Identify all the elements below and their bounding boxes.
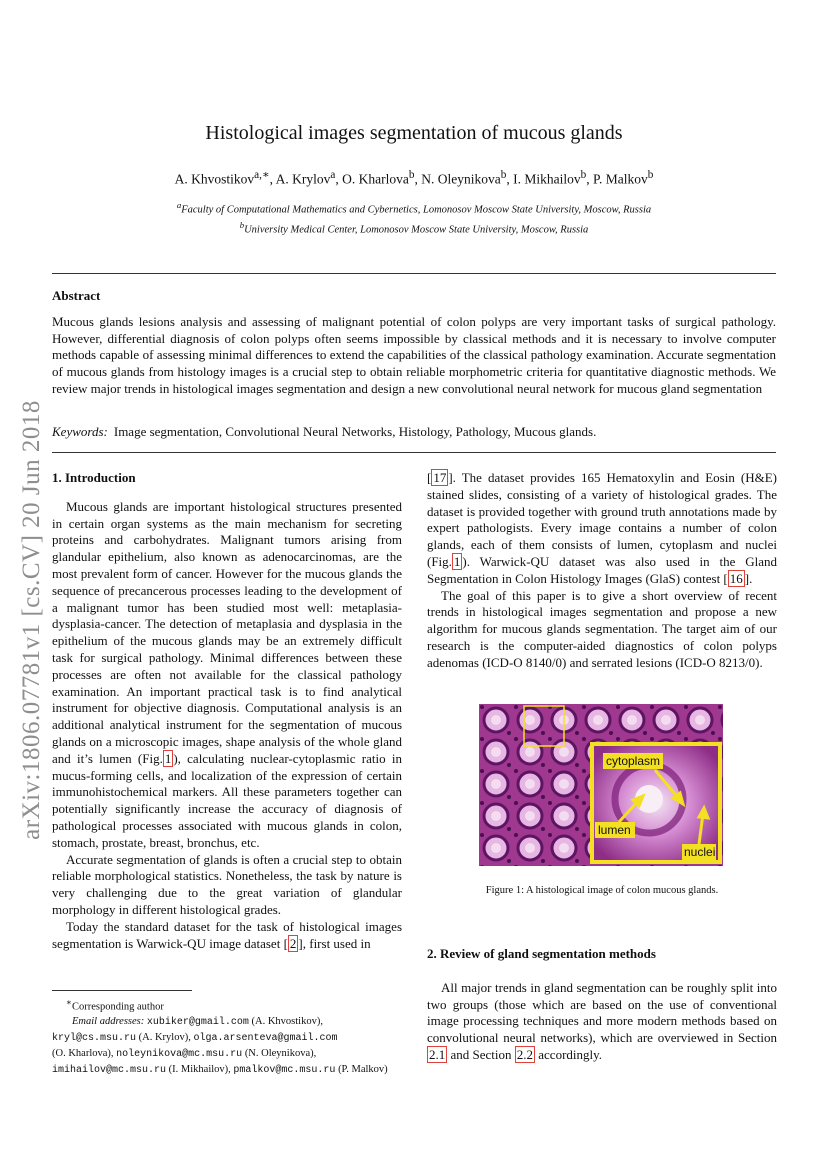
footnote-line [52,1047,402,1063]
paragraph-text: All major trends in gland segmentation can be roughly split into two groups (those which are based on the use of conventional image processing techniques and more modern methods based on convolutional neural networks), which are overviewed in Section [427,979,777,1046]
arxiv-stamp [14,370,50,870]
email-owner: (I. Mikhailov), [168,1063,231,1075]
label-cytoplasm: cytoplasm [606,754,661,768]
figure-caption: Figure 1: A histological image of colon mucous glands. [485,885,719,896]
abstract-text: Mucous glands lesions analysis and assessing of malignant potential of colon polyps are very important tasks of surgical pathology. However, differential diagnosis of colon polyps often seems impossible by classical methods and it is necessary to involve computer methods capable of assessing minimal differences to extend the capabilities of the classical pathology examination. Accurate segmentation of mucous glands from histology images is a crucial step to obtain reliable morphometric criteria for quantitative diagnostic methods. We review major trends in histological images segmentation and design a new convolutional neural network for mucous gland segmentation [52,314,776,396]
footnote-emails [52,1015,402,1031]
author-name: O. Kharlova [342,171,409,187]
keywords-label: Keywords: [52,424,108,439]
footnote-line [52,1063,402,1079]
author-sup: b [647,169,654,181]
affiliation-a [52,198,776,218]
keywords [52,424,776,440]
citation-link[interactable]: 17 [433,470,447,485]
section-heading: 2. Review of gland segmentation methods [427,946,656,961]
paragraph-text: accordingly. [535,1046,603,1062]
affiliation-text: Faculty of Computational Mathematics and Cybernetics, Lomonosov Moscow State University, Moscow, Russia [181,204,652,216]
arxiv-stamp-text: arXiv:1806.07781v1 [cs.CV] 20 Jun 2018 [18,400,45,840]
right-column [427,470,777,672]
section-link[interactable]: 2.2 [516,1046,534,1062]
email-link[interactable]: olga.arsenteva@gmail.com [193,1033,338,1045]
divider-top [52,273,776,274]
email-owner: (N. Oleynikova), [244,1047,317,1059]
paragraph: The goal of this paper is to give a short overview of recent trends in histological images segmentation and propose a new algorithm for mucous glands segmentation. The target aim of our research is the computer-aided diagnostics of colon polyps adenomas (ICD-O 8140/0) and serrated lesions (ICD-O 8213/0). [427,587,777,670]
paragraph [427,980,777,1064]
paragraph-text: Today the standard dataset for the task of histological images segmentation is Warwick-QU image dataset [ [52,918,402,951]
left-column [52,470,402,952]
footnote [52,995,402,1078]
author-sup: b [408,169,415,181]
author-sup: b [580,169,587,181]
email-owner: (A. Krylov), [138,1032,191,1044]
paragraph: Accurate segmentation of glands is often a crucial step to obtain reliable morphological statistics. Nonetheless, the task by nature is very challenging due to the great variation of glandular morphology in different histological grades. [52,851,402,917]
email-link[interactable]: kryl@cs.msu.ru [52,1033,137,1045]
email-owner: (A. Khvostikov), [251,1016,323,1028]
author-sup: a,∗ [254,169,270,181]
paragraph [52,499,402,852]
section2-block [427,946,777,1064]
email-link[interactable]: imihailov@mc.msu.ru [52,1064,167,1076]
section-heading: 1. Introduction [52,470,136,485]
paragraph-text: ), calculating nuclear-cytoplasmic ratio in mucus-forming cells, and localization of the expression of certain immunohistochemical markers. All these parameters together can potentially significantly increase the accuracy of diagnosis of pathological processes associated with mucous glands in colon, stomach, prostate, breast, bronchus, etc. [52,750,402,850]
affiliation-b [52,218,776,238]
histology-image [479,704,723,866]
author-name: N. Oleynikova [421,171,501,187]
footnote-rule [52,990,192,991]
abstract-heading: Abstract [52,288,101,303]
paragraph [52,919,402,953]
author-name: P. Malkov [592,171,648,187]
divider-bottom [52,452,776,453]
email-link[interactable]: noleynikova@mc.msu.ru [116,1048,243,1060]
paragraph-text: Mucous glands are important histological structures presented in certain organ systems as the main mechanism for secreting proteins and carbohydrates. Malignant tumors arising from glandular epithelium, also known as adenocarcinomas, are the most prevalent form of cancer. However for the mucous glands the sequence of precancerous processes leading to the development of a malignant tumor has been studied most well: metaplasia-dysplasia-cancer. The detection of metaplasia and dysplasia in the epithelium of the mucous glands may be an extremely difficult task for surgical pathology. Minimal differences between these processes are often not available for the classical pathology examination. An important practical task is to find analytical instrument for objective diagnosis. Computational analysis is an additional analytical instrument for the segmentation of mucous glands on a microscopic images, shape analysis of the whole gland and it’s lumen (Fig. [52,498,402,766]
footnote-line [52,1031,402,1047]
section-link[interactable]: 2.1 [429,1046,446,1062]
email-owner: (P. Malkov) [338,1063,388,1075]
paragraph-text: ). Warwick-QU dataset was also used in the Gland Segmentation in Colon Histology Images (GlaS) contest [ [427,553,777,586]
paragraph-text: and Section [447,1046,515,1062]
affiliation-text: University Medical Center, Lomonosov Moscow State University, Moscow, Russia [244,224,589,235]
author-name: A. Khvostikov [174,171,255,187]
footnote-label: Corresponding author [71,1001,164,1013]
label-lumen: lumen [598,823,631,837]
email-owner: (O. Kharlova), [52,1047,114,1059]
paragraph: [ 17 ]. The dataset provides 165 Hematoxylin and Eosin (H&E) stained slides, consisting of a variety of histological grades. The dataset is provided together with ground truth annotations made by expert pathologists. Every image contains a number of colon glands, each of them consists of lumen, cytoplasm and nuclei (Fig. 1 ). Warwick-QU dataset was also used in the Gland Segmentation in Colon Histology Images (GlaS) contest [ 16 ]. [427,470,777,586]
author-name: A. Krylov [275,171,331,187]
citation-link[interactable]: 2 [289,935,297,951]
paragraph-text: ], first used in [298,935,371,951]
footnote-corresponding [52,995,402,1015]
citation-link[interactable]: 16 [729,570,743,586]
author-list: A. Khvostikov$^{a,∗}$, A. Krylov$^a$, O. Kharlova$^b$, N. Oleynikova$^b$, I. Mikhailov$^b$, P. Malkov$^b$ [174,169,654,187]
affiliations [52,198,776,237]
label-nuclei: nuclei [684,845,716,859]
author-sup: a [330,169,336,181]
email-label: Email addresses: [72,1016,145,1028]
author-sup: b [500,169,507,181]
histology-figure [479,704,723,866]
email-link[interactable]: pmalkov@mc.msu.ru [233,1064,336,1076]
author-name: I. Mikhailov [513,171,581,187]
footnote-mark: ∗ [66,997,72,1007]
email-link[interactable]: xubiker@gmail.com [146,1017,249,1029]
paragraph-text: ]. The dataset provides 165 Hematoxylin and Eosin (H&E) stained slides, consisting of a variety of histological grades. The dataset is provided together with ground truth annotations made by expert pathologists. Every image contains a number of colon glands, each of them consists of lumen, cytoplasm and nuclei (Fig. [427,470,777,569]
affiliation-sup: a [176,200,182,210]
paper-title: Histological images segmentation of mucous glands [205,122,623,144]
paragraph-text: ]. [744,570,753,586]
citation-link[interactable]: 1 [453,553,461,569]
affiliation-sup: b [239,219,245,230]
keywords-text: Image segmentation, Convolutional Neural Networks, Histology, Pathology, Mucous glands. [113,424,597,439]
citation-link[interactable]: 1 [164,750,172,766]
